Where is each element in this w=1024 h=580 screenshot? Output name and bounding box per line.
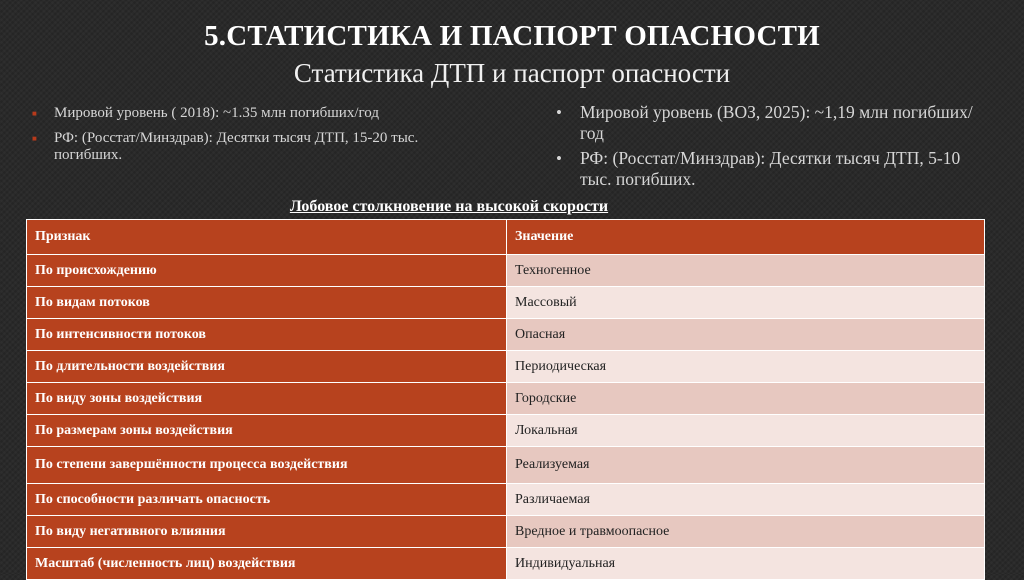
row-value: Техногенное [507, 255, 985, 287]
row-key: По происхождению [27, 255, 507, 287]
row-value: Массовый [507, 287, 985, 319]
bullet-text: Мировой уровень (ВОЗ, 2025): ~1,19 млн погибших/год [580, 102, 973, 143]
row-key: По виду негативного влияния [27, 516, 507, 548]
row-key: По видам потоков [27, 287, 507, 319]
right-bullet-item [556, 148, 976, 190]
bullet-text: РФ: (Росстат/Минздрав): Десятки тысяч ДТП, 15-20 тыс. погибших. [54, 130, 419, 163]
table-row [27, 415, 985, 447]
left-bullet-list [32, 105, 452, 172]
square-bullet-icon: ■ [32, 134, 37, 143]
left-bullet-item [32, 105, 452, 122]
right-bullet-item [556, 102, 976, 144]
row-value: Периодическая [507, 351, 985, 383]
row-key: По виду зоны воздействия [27, 383, 507, 415]
row-key: По степени завершённости процесса воздействия [27, 447, 507, 484]
row-key: По способности различать опасность [27, 484, 507, 516]
row-value: Опасная [507, 319, 985, 351]
table-row [27, 516, 985, 548]
row-value: Вредное и травмоопасное [507, 516, 985, 548]
row-value: Реализуемая [507, 447, 985, 484]
round-bullet-icon: • [556, 149, 562, 168]
row-key: По размерам зоны воздействия [27, 415, 507, 447]
table-row [27, 447, 985, 484]
table-row [27, 255, 985, 287]
slide-subtitle: Статистика ДТП и паспорт опасности [293, 58, 731, 88]
header-cell-feature: Признак [27, 220, 507, 255]
row-value: Локальная [507, 415, 985, 447]
table-caption: Лобовое столкновение на высокой скорости [289, 198, 609, 215]
table-row [27, 383, 985, 415]
round-bullet-icon: • [556, 103, 562, 122]
row-value: Различаемая [507, 484, 985, 516]
row-value: Городские [507, 383, 985, 415]
table-row [27, 351, 985, 383]
slide-title: 5.СТАТИСТИКА И ПАСПОРТ ОПАСНОСТИ [204, 20, 820, 52]
table-row [27, 287, 985, 319]
table-row [27, 548, 985, 580]
table-row [27, 319, 985, 351]
right-bullet-list [556, 102, 976, 194]
table-row [27, 484, 985, 516]
left-bullet-item [32, 130, 452, 164]
row-key: По интенсивности потоков [27, 319, 507, 351]
table-header-row [27, 220, 985, 255]
square-bullet-icon: ■ [32, 109, 37, 118]
hazard-passport-table [26, 219, 984, 580]
row-key: Масштаб (численность лиц) воздействия [27, 548, 507, 580]
row-value: Индивидуальная [507, 548, 985, 580]
header-cell-value: Значение [507, 220, 985, 255]
bullet-text: Мировой уровень ( 2018): ~1.35 млн погибших/год [54, 105, 379, 121]
bullet-text: РФ: (Росстат/Минздрав): Десятки тысяч ДТП, 5-10 тыс. погибших. [580, 148, 961, 189]
row-key: По длительности воздействия [27, 351, 507, 383]
